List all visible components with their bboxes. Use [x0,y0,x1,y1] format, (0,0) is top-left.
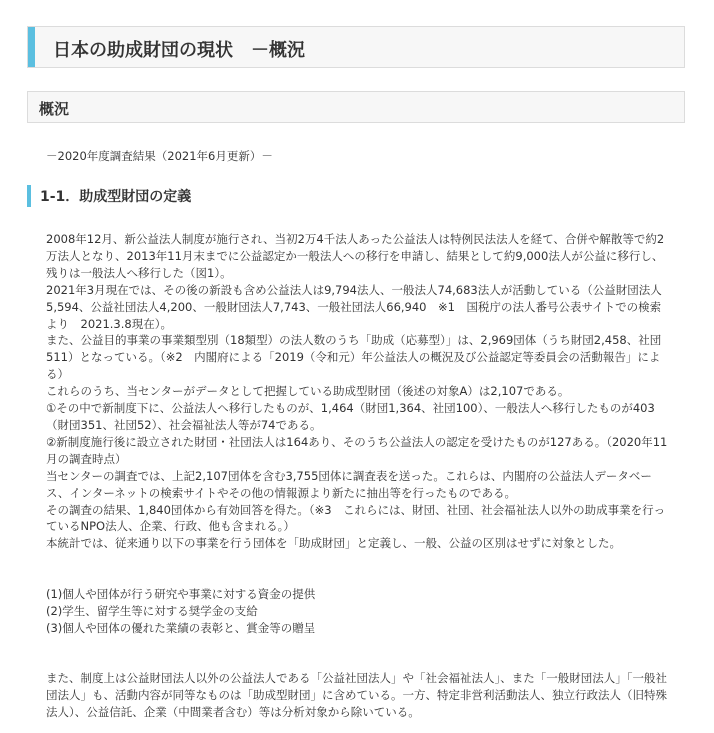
page-title: 日本の助成財団の現状 －概況 [53,40,305,61]
list-item: (1)個人や団体が行う研究や事業に対する資金の提供 [46,587,316,602]
body-text [46,231,668,721]
paragraph: ②新制度施行後に設立された財団・社団法人は164あり、そのうち公益法人の認定を受けたものが127ある。（2020年11月の調査時点） [46,434,668,466]
paragraph: また、公益目的事業の事業類型別（18類型）の法人数のうち「助成（応募型）」は、2,969団体（うち財団2,458、社団511）となっている。（※2 内閣府による「2019（令和元）年公益法人の概況及び公益認定等委員会の活動報告」による） [46,333,662,382]
list-item: (3)個人や団体の優れた業績の表彰と、賞金等の贈呈 [46,621,316,636]
paragraph: 2008年12月、新公益法人制度が施行され、当初2万4千法人あった公益法人は特例民法法人を経て、合併や解散等で約2万法人となり、2013年11月末までに公益認定か一般法人への移行を申請し、結果として約9,000法人が公益に移行し、残りは一般法人へ移行した（図1）。 [46,232,665,280]
survey-note: －2020年度調査結果（2021年6月更新）－ [46,149,273,163]
paragraph: その調査の結果、1,840団体から有効回答を得た。（※3 これらには、財団、社団、社会福祉法人以外の助成事業を行っているNPO法人、企業、行政、他も含まれる。） [46,502,666,534]
paragraph: これらのうち、当センターがデータとして把握している助成型財団（後述の対象A）は2,107である。 [46,384,570,399]
title-accent-bar [28,27,35,67]
spacer [46,552,668,586]
list-item: (2)学生、留学生等に対する奨学金の支給 [46,604,258,619]
section-header [27,91,685,123]
section-title: 概況 [39,100,70,118]
page-title-box [27,26,685,68]
paragraph: 本統計では、従来通り以下の事業を行う団体を「助成財団」と定義し、一般、公益の区別はせずに対象とした。 [46,536,621,551]
subheading: 1-1．助成型財団の定義 [40,189,192,205]
paragraph: ①その中で新制度下に、公益法人へ移行したものが、1,464（財団1,364、社団100）、一般法人へ移行したものが403（財団351、社団52）、社会福祉法人等が74である。 [46,401,655,432]
spacer [46,637,668,670]
paragraph: また、制度上は公益財団法人以外の公益法人である「公益社団法人」や「社会福祉法人」、また「一般財団法人」「一般社団法人」も、活動内容が同等なものは「助成型財団」に含めている。一方、特定非営利活動法人、独立行政法人（旧特殊法人）、公益信託、企業（中間業者含む）等は分析対象から除いている。 [46,670,667,719]
paragraph: 2021年3月現在では、その後の新設も含め公益法人は9,794法人、一般法人74,683法人が活動している（公益財団法人5,594、公益社団法人4,200、一般財団法人7,743、一般社団法人66,940 ※1 国税庁の法人番号公表サイトでの検索より 2021.3.8現在）。 [46,282,662,331]
subheading-accent-bar [27,185,31,207]
paragraph: 当センターの調査では、上記2,107団体を含む3,755団体に調査表を送った。これらは、内閣府の公益法人データベース、インターネットの検索サイトやその他の情報源より新たに抽出等を行ったものである。 [46,468,652,500]
